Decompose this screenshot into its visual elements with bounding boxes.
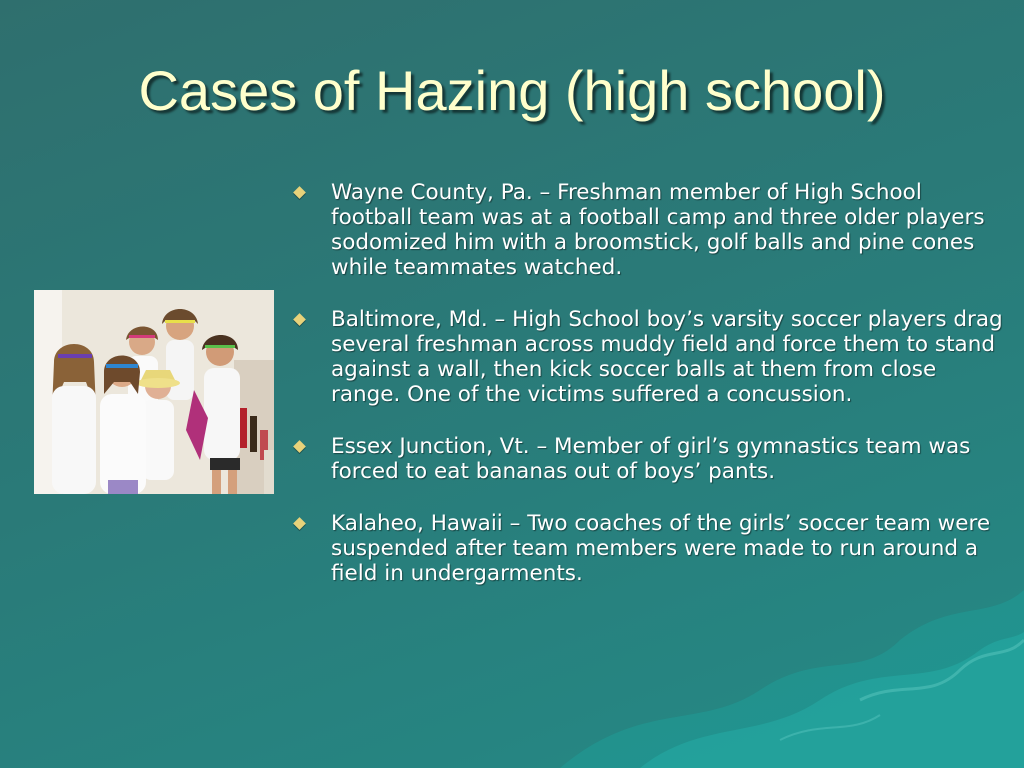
group-photo (34, 290, 274, 494)
diamond-bullet-icon (293, 186, 306, 199)
bullet-text: Wayne County, Pa. – Freshman member of High School football team was at a football camp and three older players sodomized him with a broomstick, golf balls and pine cones while teammates watched. (331, 180, 985, 280)
bullet-text: Baltimore, Md. – High School boy’s varsity soccer players drag several freshman across muddy field and force them to stand against a wall, then kick soccer balls at them from close range. One of the victims suffered a concussion. (331, 307, 1003, 407)
diamond-bullet-icon (293, 517, 306, 530)
photo-image (34, 290, 274, 494)
diamond-bullet-icon (293, 440, 306, 453)
bullet-item (292, 434, 1004, 484)
bullet-item (292, 307, 1004, 407)
bullet-text: Kalaheo, Hawaii – Two coaches of the girls’ soccer team were suspended after team members were made to run around a field in undergarments. (331, 511, 991, 586)
bullet-item (292, 180, 1004, 280)
bullet-item (292, 511, 1004, 586)
bullet-text: Essex Junction, Vt. – Member of girl’s gymnastics team was forced to eat bananas out of boys’ pants. (331, 434, 971, 484)
diamond-bullet-icon (293, 313, 306, 326)
bullet-list (292, 180, 1004, 613)
slide-title: Cases of Hazing (high school) (138, 59, 886, 122)
